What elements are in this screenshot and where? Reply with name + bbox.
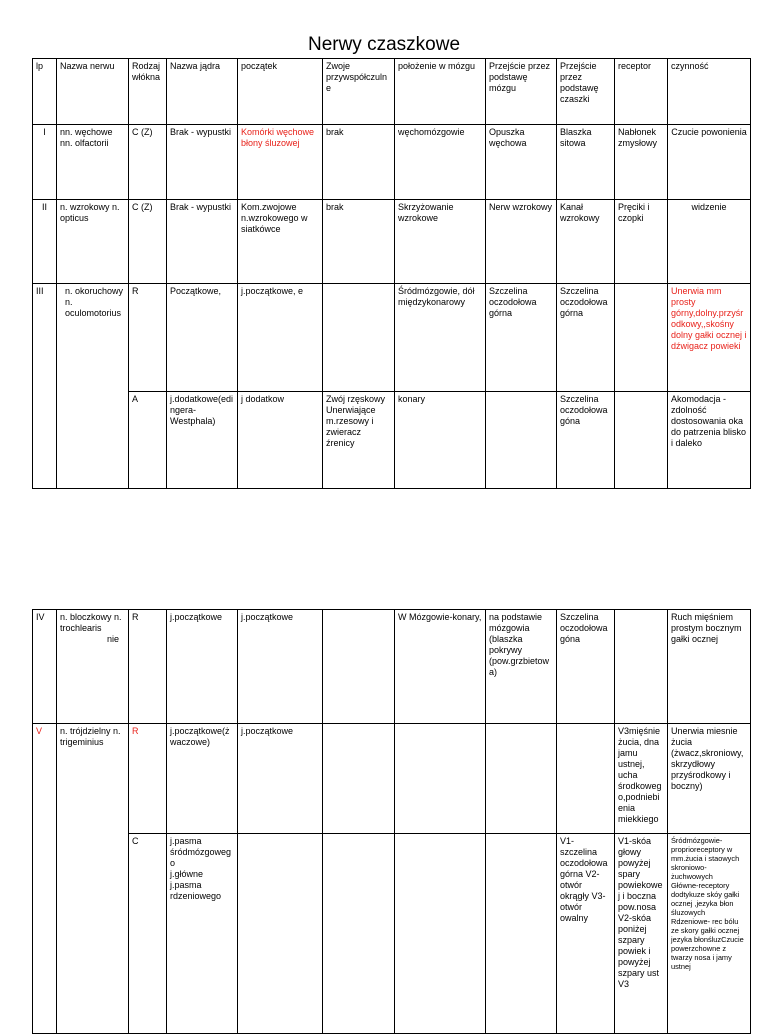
- skull-passage-cell: Szczelina oczodołowa góna: [557, 392, 615, 489]
- lp-cell: III: [33, 284, 57, 489]
- receptor-cell: Nabłonek zmysłowy: [615, 125, 668, 200]
- skull-passage-cell: Kanał wzrokowy: [557, 200, 615, 284]
- brain-location-cell: [395, 724, 486, 834]
- fiber-cell: R: [129, 610, 167, 724]
- header-cell: receptor: [615, 59, 668, 125]
- nucleus-cell: j.początkowe(żwaczowe): [167, 724, 238, 834]
- nucleus-cell: j.pasma śródmózgowego j.główne j.pasma rdzeniowego: [167, 834, 238, 1034]
- header-cell: Zwoje przywspółczulne: [323, 59, 395, 125]
- origin-cell: j.początkowe: [238, 610, 323, 724]
- origin-cell: j.początkowe: [238, 724, 323, 834]
- skull-passage-cell: Szczelina oczodołowa górna: [557, 284, 615, 392]
- nerve-name-cell: n. okoruchowy n. oculomotorius: [57, 284, 129, 489]
- origin-cell: j dodatkow: [238, 392, 323, 489]
- table-header-row: [33, 59, 751, 125]
- receptor-cell: [615, 610, 668, 724]
- table-row-nerve-I: [33, 125, 751, 200]
- header-cell: Nazwa nerwu: [57, 59, 129, 125]
- brain-passage-cell: [486, 724, 557, 834]
- receptor-cell: Pręciki i czopki: [615, 200, 668, 284]
- header-cell: położenie w mózgu: [395, 59, 486, 125]
- receptor-cell: V1-skóa głowy powyżej spary powiekowej i boczna pow.nosa V2-skóa poniżej szpary powiek i powyżej szpary ust V3: [615, 834, 668, 1034]
- brain-location-cell: Śródmózgowie, dół międzykonarowy: [395, 284, 486, 392]
- origin-cell: Kom.zwojowe n.wzrokowego w siatkówce: [238, 200, 323, 284]
- function-cell: Śródmózgowie- proprioreceptory w mm.żucia i staowych skroniowo-żuchwowych Główne-receptory dodtykuze skóy gałki ocznej ,jezyka błon śluzowych Rdzeniowe- rec bólu ze skory gałki ocznej jezyka błonśluzCzucie powerzchowne z twarzy nosa i jamy ustnej: [668, 834, 751, 1034]
- function-cell: widzenie: [668, 200, 751, 284]
- nucleus-cell: j.dodatkowe(edingera-Westphala): [167, 392, 238, 489]
- fiber-cell: C (Z): [129, 125, 167, 200]
- nerve-name-cell: n. wzrokowy n. opticus: [57, 200, 129, 284]
- function-cell: Ruch mięśniem prostym bocznym gałki ocznej: [668, 610, 751, 724]
- nucleus-cell: Brak - wypustki: [167, 200, 238, 284]
- table-row-nerve-IV: [33, 610, 751, 724]
- fiber-cell: C (Z): [129, 200, 167, 284]
- header-cell: Rodzaj włókna: [129, 59, 167, 125]
- cranial-nerves-table-bottom: [32, 609, 751, 1034]
- receptor-cell: [615, 392, 668, 489]
- skull-passage-cell: V1-szczelina oczodołowa górna V2-otwór okrągły V3- otwór owalny: [557, 834, 615, 1034]
- brain-location-cell: węchomózgowie: [395, 125, 486, 200]
- fiber-cell: C: [129, 834, 167, 1034]
- skull-passage-cell: Blaszka sitowa: [557, 125, 615, 200]
- lp-cell: V: [33, 724, 57, 1034]
- nerve-name-cell: n. trójdzielny n. trigeminius: [57, 724, 129, 1034]
- fiber-cell: R: [129, 284, 167, 392]
- receptor-cell: V3mięśnie żucia, dna jamu ustnej, ucha środkowego,podniebienia miekkiego: [615, 724, 668, 834]
- ganglia-cell: [323, 724, 395, 834]
- skull-passage-cell: Szczelina oczodołowa góna: [557, 610, 615, 724]
- brain-passage-cell: Nerw wzrokowy: [486, 200, 557, 284]
- function-cell: Akomodacja - zdolność dostosowania oka do patrzenia blisko i daleko: [668, 392, 751, 489]
- nucleus-cell: j.początkowe: [167, 610, 238, 724]
- brain-passage-cell: na podstawie mózgowia (blaszka pokrywy (pow.grzbietowa): [486, 610, 557, 724]
- origin-cell: Komórki węchowe błony śluzowej: [238, 125, 323, 200]
- header-cell: czynność: [668, 59, 751, 125]
- brain-passage-cell: Opuszka węchowa: [486, 125, 557, 200]
- ganglia-cell: brak: [323, 200, 395, 284]
- header-cell: Nazwa jądra: [167, 59, 238, 125]
- header-cell: początek: [238, 59, 323, 125]
- header-cell: Przejście przez podstawę czaszki: [557, 59, 615, 125]
- origin-cell: [238, 834, 323, 1034]
- ganglia-cell: brak: [323, 125, 395, 200]
- ganglia-cell: [323, 610, 395, 724]
- function-cell: Unerwia miesnie żucia (żwacz,skroniowy,skrzydłowy przyśrodkowy i boczny): [668, 724, 751, 834]
- origin-cell: j.początkowe, e: [238, 284, 323, 392]
- nerve-name-cell: [57, 610, 129, 724]
- brain-passage-cell: [486, 834, 557, 1034]
- lp-cell: IV: [33, 610, 57, 724]
- nucleus-cell: Początkowe,: [167, 284, 238, 392]
- function-cell: Czucie powonienia: [668, 125, 751, 200]
- cranial-nerves-table-top: [32, 58, 751, 489]
- fiber-cell: A: [129, 392, 167, 489]
- table-row-nerve-V-motor: [33, 724, 751, 834]
- brain-location-cell: W Mózgowie-konary,: [395, 610, 486, 724]
- ganglia-cell: Zwój rzęskowy Unerwiające m.rzesowy i zwieracz źrenicy: [323, 392, 395, 489]
- header-cell: lp: [33, 59, 57, 125]
- skull-passage-cell: [557, 724, 615, 834]
- table-row-nerve-III-motor: [33, 284, 751, 392]
- receptor-cell: [615, 284, 668, 392]
- function-cell: Unerwia mm prosty górny,dolny.przyśrodkowy,,skośny dolny gałki ocznej i dźwigacz powieki: [668, 284, 751, 392]
- ganglia-cell: [323, 284, 395, 392]
- header-cell: Przejście przez podstawę mózgu: [486, 59, 557, 125]
- lp-cell: I: [33, 125, 57, 200]
- brain-passage-cell: [486, 392, 557, 489]
- nerve-name-cell: nn. węchowe nn. olfactorii: [57, 125, 129, 200]
- table-row-nerve-V-sensory: [33, 834, 751, 1034]
- brain-passage-cell: Szczelina oczodołowa górna: [486, 284, 557, 392]
- nucleus-cell: Brak - wypustki: [167, 125, 238, 200]
- table-row-nerve-II: [33, 200, 751, 284]
- document-title: Nerwy czaszkowe: [307, 34, 461, 55]
- brain-location-cell: Skrzyżowanie wzrokowe: [395, 200, 486, 284]
- fiber-cell: R: [129, 724, 167, 834]
- ganglia-cell: [323, 834, 395, 1034]
- brain-location-cell: konary: [395, 392, 486, 489]
- nerve-name: n. bloczkowy n. trochlearis: [60, 612, 122, 633]
- table-row-nerve-III-parasympathetic: [33, 392, 751, 489]
- brain-location-cell: [395, 834, 486, 1034]
- lp-cell: II: [33, 200, 57, 284]
- nerve-name-tail: nie: [106, 634, 119, 644]
